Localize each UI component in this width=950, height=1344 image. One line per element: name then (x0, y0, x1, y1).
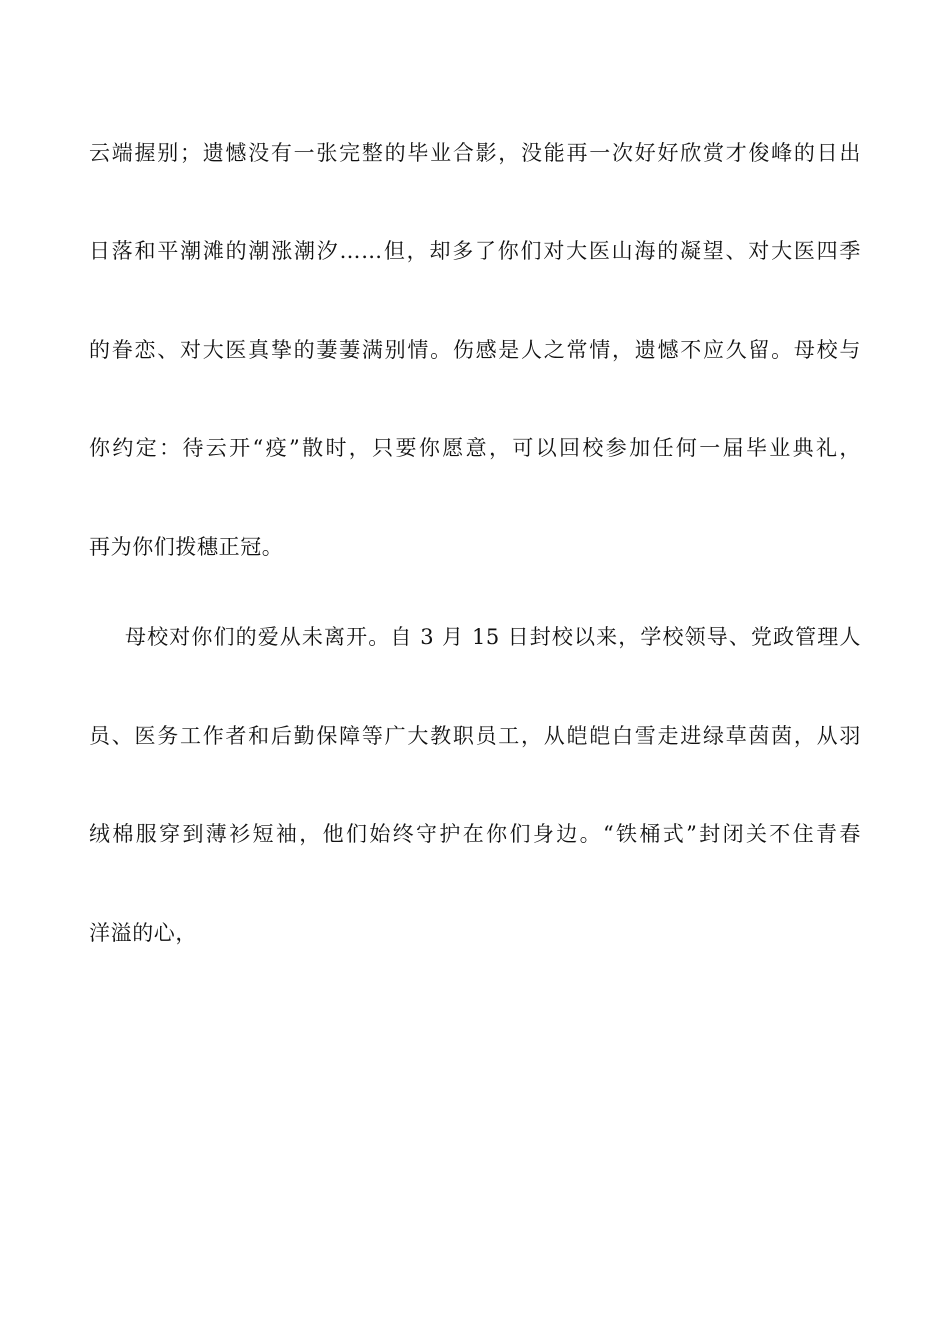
text-line: 母校对你们的爱从未离开。自 3 月 15 日封校以来，学校领导、党政管理人 (125, 625, 861, 649)
text-line: 云端握别；遗憾没有一张完整的毕业合影，没能再一次好好欣赏才俊峰的日出 (89, 141, 861, 165)
text-line: 你约定：待云开“疫”散时，只要你愿意，可以回校参加任何一届毕业典礼， (89, 436, 861, 460)
text-line: 再为你们拨穗正冠。 (89, 535, 284, 559)
text-line: 日落和平潮滩的潮涨潮汐……但，却多了你们对大医山海的凝望、对大医四季 (89, 239, 861, 263)
text-line: 的眷恋、对大医真挚的萋萋满别情。伤感是人之常情，遗憾不应久留。母校与 (89, 338, 861, 362)
text-line: 洋溢的心， (89, 921, 197, 945)
text-line: 绒棉服穿到薄衫短袖，他们始终守护在你们身边。“铁桶式”封闭关不住青春 (89, 822, 861, 846)
text-line: 员、医务工作者和后勤保障等广大教职员工，从皑皑白雪走进绿草茵茵，从羽 (89, 724, 861, 748)
